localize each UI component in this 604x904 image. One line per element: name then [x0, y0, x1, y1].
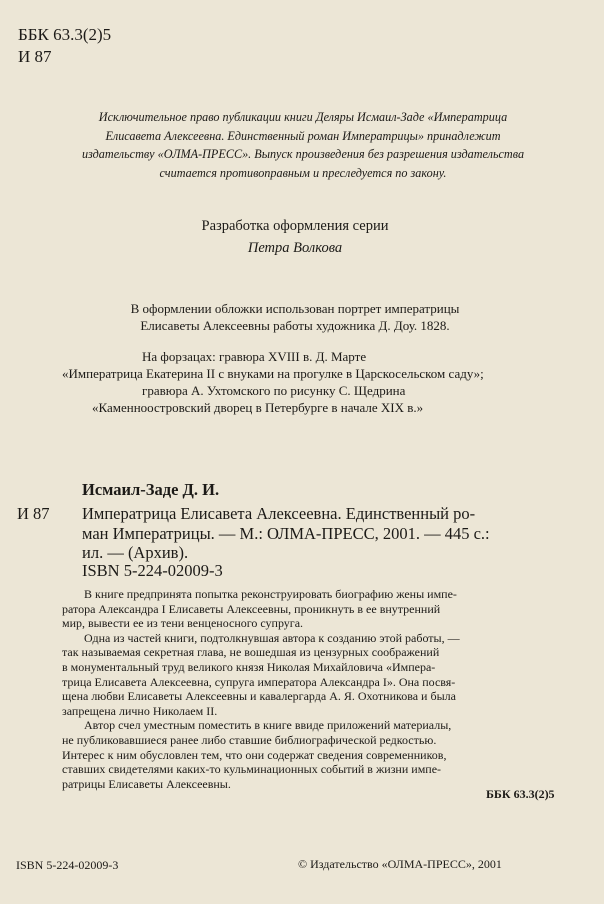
bibliographic-description — [82, 504, 594, 563]
rights-line: считается противоправным и преследуется по закону. — [159, 165, 447, 180]
annotation-line: Автор счел уместным поместить в книге ввиде приложений материалы, — [84, 718, 452, 733]
series-designer-name: Петра Волкова — [247, 240, 343, 256]
index-code: И 87 — [17, 504, 50, 523]
annotation-line: ратрицы Елисаветы Алексеевны. — [62, 776, 231, 791]
cover-credit-line: Елисаветы Алексеевны работы художника Д. Доу. 1828. — [140, 318, 450, 333]
bbk-classification-top — [18, 24, 111, 68]
annotation-line: мир, вывести ее из тени венценосного супруга. — [62, 616, 304, 631]
bib-line: ил. — (Архив). — [82, 543, 189, 562]
annotation — [62, 587, 594, 791]
endpapers-credit — [62, 348, 484, 416]
endpapers-line: «Императрица Екатерина II с внуками на прогулке в Царскосельском саду»; — [62, 366, 484, 381]
endpapers-line: гравюра А. Ухтомского по рисунку С. Щедрина — [142, 383, 406, 398]
annotation-line: В книге предпринята попытка реконструировать биографию жены импе- — [84, 587, 457, 601]
rights-notice — [20, 108, 586, 182]
cover-credit — [0, 300, 590, 334]
annotation-line: Одна из частей книги, подтолкнувшая автора к созданию этой работы, — — [84, 630, 460, 645]
rights-line: Елисавета Алексеевна. Единственный роман Императрицы» принадлежит — [105, 128, 501, 143]
rights-line: Исключительное право публикации книги Деляры Исмаил-Заде «Императрица — [98, 110, 508, 124]
annotation-line: трица Елисавета Алексеевна, супруга императора Александра I». Она посвя- — [62, 674, 456, 689]
annotation-line: в монументальный труд великого князя Николая Михайловича «Импера- — [62, 659, 436, 674]
series-design-label: Разработка оформления серии — [201, 218, 389, 234]
isbn-footer: ISBN 5-224-02009-3 — [16, 858, 119, 872]
series-design-credit — [0, 215, 590, 259]
annotation-line: щена любви Елисаветы Алексеевны и кавалергарда А. Я. Охотникова и была — [62, 689, 456, 704]
endpapers-line: На форзацах: гравюра XVIII в. Д. Марте — [142, 349, 367, 364]
author-heading: Исмаил-Заде Д. И. — [82, 480, 220, 499]
cover-credit-line: В оформлении обложки использован портрет императрицы — [130, 301, 460, 316]
annotation-line: запрещена лично Николаем II. — [62, 703, 218, 718]
copyright-notice: © Издательство «ОЛМА-ПРЕСС», 2001 — [298, 857, 502, 871]
bbk-code: ББК 63.3(2)5 — [18, 25, 112, 44]
annotation-line: не публиковавшиеся ранее либо ставшие библиографической редкостью. — [62, 732, 437, 747]
annotation-line: ставших свидетелями каких-то кульминационных событий в жизни импе- — [62, 762, 442, 777]
rights-line: издательству «ОЛМА-ПРЕСС». Выпуск произведения без разрешения издательства — [81, 147, 525, 161]
bib-line: ман Императрицы. — М.: ОЛМА-ПРЕСС, 2001. — 445 с.: — [82, 523, 490, 543]
author-index-code: И 87 — [18, 47, 52, 66]
bbk-classification-bottom: ББК 63.3(2)5 — [486, 787, 555, 801]
annotation-line: ратора Александра I Елисаветы Алексеевны, проникнуть в ее внутренний — [62, 601, 441, 616]
isbn-main: ISBN 5-224-02009-3 — [82, 561, 223, 580]
annotation-line: так называемая секретная глава, не вошедшая из цензурных соображений — [62, 645, 440, 660]
bib-line: Императрица Елисавета Алексеевна. Единственный ро- — [82, 504, 476, 523]
endpapers-line: «Каменноостровский дворец в Петербурге в начале XIX в.» — [92, 400, 424, 415]
annotation-line: Интерес к ним обусловлен тем, что они содержат сведения современников, — [62, 747, 447, 762]
